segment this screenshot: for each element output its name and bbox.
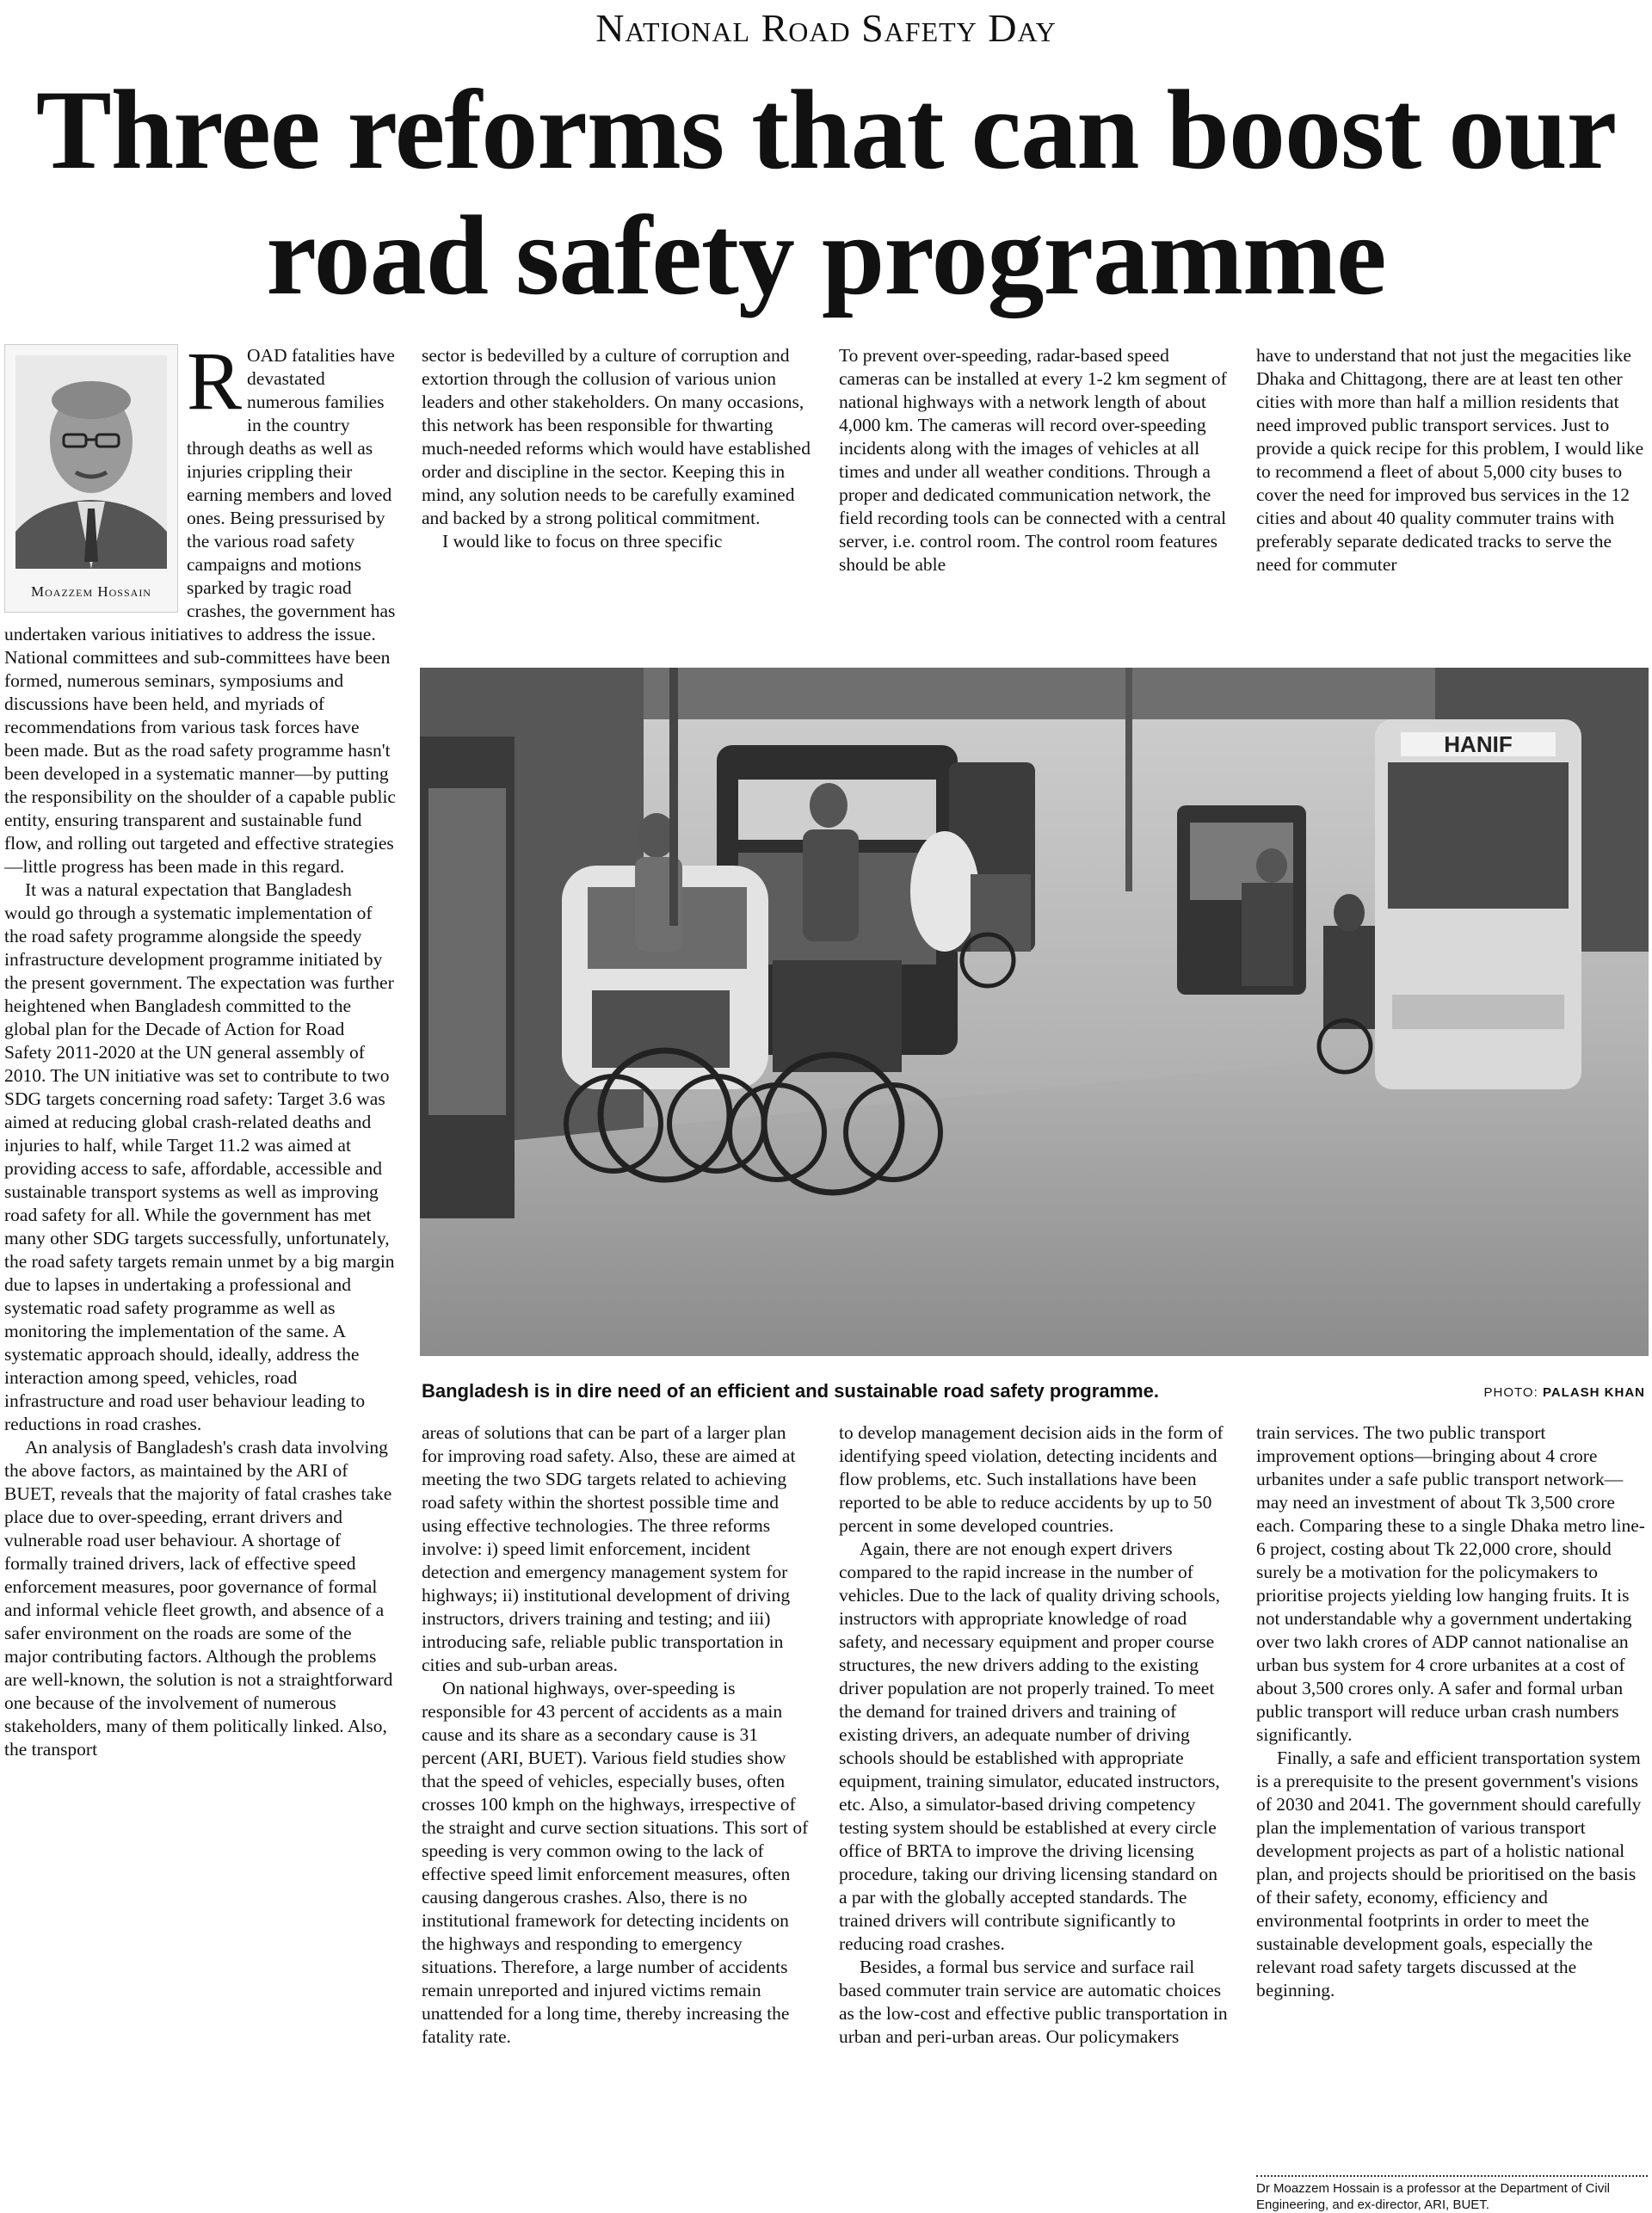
section-kicker: National Road Safety Day <box>595 6 1057 50</box>
article-column-2-bottom <box>422 1421 811 2210</box>
article-column-1 <box>4 344 396 2210</box>
photo-caption: Bangladesh is in dire need of an efficient and sustainable road safety programme. <box>422 1380 1159 1402</box>
paragraph: To prevent over-speeding, radar-based speed cameras can be installed at every 1-2 km segment of national highways with a network length of about 4,000 km. The cameras will record over-speeding incidents along with the images of vehicles at all times and under all weather conditions. Through a proper and dedicated communication network, the field recording tools can be connected with a central server, i.e. control room. The control room features should be able <box>839 345 1227 575</box>
paragraph: An analysis of Bangladesh's crash data involving the above factors, as maintained by the ARI of BUET, reveals that the majority of fatal crashes take place due to over-speeding, errant drivers and vulnerable road user behaviour. A shortage of formally trained drivers, lack of effective speed enforcement measures, poor governance of formal and informal vehicle fleet growth, and absence of a safer environment on the roads are some of the major contributing factors. Although the problems are well-known, the solution is not a straightforward one because of the involvement of numerous stakeholders, many of them politically linked. Also, the transport <box>4 1437 393 1760</box>
author-name: Moazzem Hossain <box>31 583 151 600</box>
article-column-2-top <box>422 344 811 658</box>
author-bio: Dr Moazzem Hossain is a professor at the Department of Civil Engineering, and ex-director, ARI, BUET. <box>1256 2175 1648 2213</box>
photo-credit <box>1484 1385 1645 1400</box>
paragraph: Finally, a safe and efficient transportation system is a prerequisite to the present government's visions of 2030 and 2041. The government should carefully plan the implementation of various transport development projects as part of a holistic national plan, and projects should be prioritised on the basis of their safety, economy, efficiency and environmental footprints in order to meet the sustainable development goals, especially the relevant road safety targets discussed at the beginning. <box>1256 1748 1642 2000</box>
paragraph: train services. The two public transport improvement options—bringing about 4 crore urbanites under a safe public transport network—may need an investment of about Tk 3,500 crore each. Comparing these to a single Dhaka metro line-6 project, costing about Tk 22,000 crore, should surely be a motivation for the policymakers to prioritise projects yielding low hanging fruits. It is not understandable why a government undertaking over two lakh crores of ADP cannot nationalise an urban bus system for 4 crore urbanites at a cost of about 3,500 crores only. A safer and formal urban public transport will reduce urban crash numbers significantly. <box>1256 1422 1645 1745</box>
news-photo <box>420 668 1649 1356</box>
author-card <box>4 344 178 613</box>
paragraph: areas of solutions that can be part of a larger plan for improving road safety. Also, these are aimed at meeting the two SDG targets related to achieving road safety within the shortest possible time and using effective technologies. The three reforms involve: i) speed limit enforcement, incident detection and emergency management system for highways; ii) institutional development of driving instructors, drivers training and testing; and iii) introducing safe, reliable public transportation in cities and sub-urban areas. <box>422 1422 796 1675</box>
paragraph: Besides, a formal bus service and surface rail based commuter train service are automatic choices as the low-cost and effective public transportation in urban and peri-urban areas. Our policymakers <box>839 1957 1228 2047</box>
author-portrait-icon <box>15 355 167 569</box>
paragraph: sector is bedevilled by a culture of corruption and extortion through the collusion of various union leaders and other stakeholders. On many occasions, this network has been responsible for thwarting much-needed reforms which would have established order and discipline in the sector. Keeping this in mind, any solution needs to be carefully examined and backed by a strong political commitment. <box>422 345 811 528</box>
article-column-3-bottom <box>839 1421 1228 2210</box>
paragraph: Again, there are not enough expert drivers compared to the rapid increase in the number of vehicles. Due to the lack of quality driving schools, instructors with appropriate knowledge of road safety, and necessary equipment and proper course structures, the new drivers adding to the existing driver population are not properly trained. To meet the demand for trained drivers and training of existing drivers, an adequate number of driving schools should be established with appropriate equipment, training simulator, educated instructors, etc. Also, a simulator-based driving competency testing system should be established at every circle office of BRTA to improve the driving licensing procedure, taking our driving licensing standard on a par with the globally accepted standards. The trained drivers will contribute significantly to reducing road crashes. <box>839 1538 1221 1954</box>
photo-credit-name: PALASH KHAN <box>1542 1385 1645 1400</box>
paragraph: have to understand that not just the megacities like Dhaka and Chittagong, there are at least ten other cities with more than half a million residents that need improved public transport services. Just to provide a quick recipe for this problem, I would like to recommend a fleet of about 5,000 city buses to cover the need for improved bus services in the 12 cities and about 40 quality commuter trains with preferably separate dedicated tracks to serve the need for commuter <box>1256 345 1644 575</box>
paragraph: On national highways, over-speeding is responsible for 43 percent of accidents as a main cause and its share as a secondary cause is 31 percent (ARI, BUET). Various field studies show that the speed of vehicles, especially buses, often crosses 100 kmph on the highways, irrespective of the straight and curve section situations. This sort of speeding is very common owing to the lack of effective speed limit enforcement measures, often causing dangerous crashes. Also, there is no institutional framework for detecting incidents on the highways and responding to emergency situations. Therefore, a large number of accidents remain unreported and injured victims remain unattended for a long time, thereby increasing the fatality rate. <box>422 1678 809 2047</box>
article-column-4-top <box>1256 344 1648 658</box>
bus-sign: HANIF <box>1444 731 1513 757</box>
article-column-3-top <box>839 344 1228 658</box>
article-headline: Three reforms that can boost our road safety programme <box>35 66 1617 318</box>
paragraph: I would like to focus on three specific <box>442 531 723 552</box>
drop-cap: R <box>187 344 243 427</box>
paragraph: to develop management decision aids in the form of identifying speed violation, detecting incidents and flow problems, etc. Such installations have been reported to be able to reduce accidents by up to 50 percent in some developed countries. <box>839 1422 1224 1536</box>
paragraph: It was a natural expectation that Bangladesh would go through a systematic implementation of the road safety programme alongside the speedy infrastructure development programme initiated by the present government. The expectation was further heightened when Bangladesh committed to the global plan for the Decade of Action for Road Safety 2011-2020 at the UN general assembly of 2010. The UN initiative was set to contribute to two SDG targets concerning road safety: Target 3.6 was aimed at reducing global crash-related deaths and injuries to half, while Target 11.2 was aimed at providing access to safe, affordable, accessible and sustainable transport systems as well as improving road safety for all. While the government has met many other SDG targets successfully, unfortunately, the road safety targets remain unmet by a big margin due to lapses in undertaking a professional and systematic road safety programme as well as monitoring the implementation of the same. A systematic approach should, ideally, address the interaction among speed, vehicles, road infrastructure and road user behaviour leading to reductions in road crashes. <box>4 879 395 1434</box>
photo-credit-label: PHOTO: <box>1483 1385 1538 1400</box>
paragraph: OAD fatalities have devastated numerous families in the country through deaths as well as injuries crippling their earning members and loved ones. Being pressurised by the various road safety campaigns and motions sparked by tragic road crashes, the government has undertaken various initiatives to address the issue. National committees and sub-committees have been formed, numerous seminars, symposiums and discussions have been held, and myriads of recommendations from various task forces have been made. But as the road safety programme hasn't been developed in a systematic manner—by putting the responsibility on the shoulder of a capable public entity, ensuring transparent and sustainable fund flow, and rolling out targeted and effective strategies—little progress has been made in this regard. <box>4 345 396 877</box>
article-column-4-bottom <box>1256 1421 1648 2170</box>
